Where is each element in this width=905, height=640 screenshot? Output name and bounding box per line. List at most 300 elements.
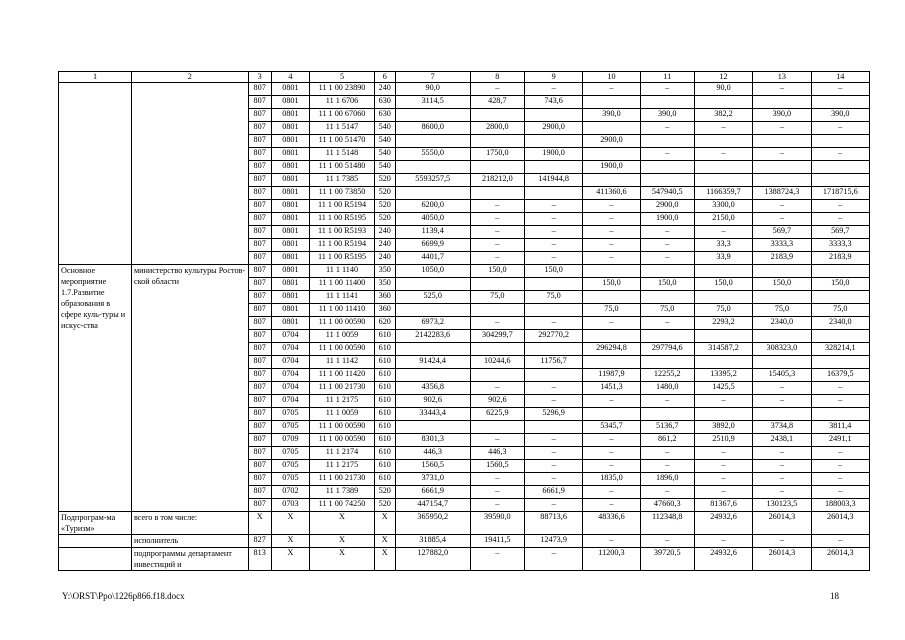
column-header: 8 bbox=[470, 72, 524, 83]
amount-cell: 6661,9 bbox=[395, 486, 470, 499]
code-cell: 240 bbox=[374, 226, 395, 239]
amount-cell bbox=[470, 109, 524, 122]
amount-cell: 902,6 bbox=[470, 395, 524, 408]
amount-cell: – bbox=[583, 226, 640, 239]
amount-cell: 292770,2 bbox=[524, 330, 582, 343]
amount-cell bbox=[753, 174, 811, 187]
code-cell: 240 bbox=[374, 83, 395, 96]
code-cell: 610 bbox=[374, 356, 395, 369]
code-cell: 0801 bbox=[271, 304, 310, 317]
amount-cell: – bbox=[694, 535, 752, 548]
amount-cell: 10244,6 bbox=[470, 356, 524, 369]
code-cell: 620 bbox=[374, 317, 395, 330]
column-header: 3 bbox=[248, 72, 271, 83]
amount-cell bbox=[470, 187, 524, 200]
amount-cell: – bbox=[524, 239, 582, 252]
code-cell: 610 bbox=[374, 408, 395, 421]
amount-cell bbox=[811, 96, 869, 109]
amount-cell bbox=[470, 278, 524, 291]
code-cell: 0801 bbox=[271, 200, 310, 213]
code-cell: 540 bbox=[374, 122, 395, 135]
amount-cell: – bbox=[753, 382, 811, 395]
code-cell: X bbox=[271, 535, 310, 548]
amount-cell: – bbox=[583, 200, 640, 213]
code-cell: 11 1 00 51480 bbox=[310, 161, 375, 174]
amount-cell: 2900,0 bbox=[583, 135, 640, 148]
amount-cell: 6200,0 bbox=[395, 200, 470, 213]
event-name-cell bbox=[59, 548, 132, 571]
code-cell: 610 bbox=[374, 447, 395, 460]
code-cell: 807 bbox=[248, 265, 271, 278]
code-cell: 807 bbox=[248, 486, 271, 499]
code-cell: 807 bbox=[248, 135, 271, 148]
amount-cell bbox=[470, 304, 524, 317]
amount-cell: 308323,0 bbox=[753, 343, 811, 356]
amount-cell: – bbox=[524, 395, 582, 408]
amount-cell: – bbox=[753, 395, 811, 408]
amount-cell: – bbox=[811, 395, 869, 408]
amount-cell: – bbox=[694, 486, 752, 499]
amount-cell: – bbox=[811, 200, 869, 213]
amount-cell: – bbox=[640, 535, 694, 548]
code-cell: 11 1 00 74250 bbox=[310, 499, 375, 512]
amount-cell: 5345,7 bbox=[583, 421, 640, 434]
amount-cell: 141944,8 bbox=[524, 174, 582, 187]
amount-cell: 1718715,6 bbox=[811, 187, 869, 200]
amount-cell: – bbox=[470, 434, 524, 447]
amount-cell: – bbox=[583, 252, 640, 265]
amount-cell: 411360,6 bbox=[583, 187, 640, 200]
amount-cell: 11200,3 bbox=[583, 548, 640, 571]
amount-cell bbox=[395, 109, 470, 122]
amount-cell: 569,7 bbox=[753, 226, 811, 239]
code-cell: 0801 bbox=[271, 187, 310, 200]
amount-cell: 150,0 bbox=[811, 278, 869, 291]
code-cell: 11 1 2175 bbox=[310, 460, 375, 473]
code-cell: 807 bbox=[248, 161, 271, 174]
amount-cell bbox=[694, 330, 752, 343]
amount-cell: – bbox=[694, 122, 752, 135]
code-cell: 0705 bbox=[271, 421, 310, 434]
code-cell: 807 bbox=[248, 213, 271, 226]
code-cell: X bbox=[374, 512, 395, 535]
amount-cell: – bbox=[470, 499, 524, 512]
code-cell: 807 bbox=[248, 460, 271, 473]
amount-cell: 390,0 bbox=[753, 109, 811, 122]
code-cell: 11 1 00 23890 bbox=[310, 83, 375, 96]
amount-cell: 75,0 bbox=[811, 304, 869, 317]
amount-cell: – bbox=[524, 252, 582, 265]
amount-cell: 91424,4 bbox=[395, 356, 470, 369]
amount-cell: – bbox=[753, 83, 811, 96]
code-cell: 11 1 7389 bbox=[310, 486, 375, 499]
amount-cell: – bbox=[640, 486, 694, 499]
amount-cell: 16379,5 bbox=[811, 369, 869, 382]
amount-cell: 1166359,7 bbox=[694, 187, 752, 200]
code-cell: 0704 bbox=[271, 330, 310, 343]
code-cell: 11 1 00 00590 bbox=[310, 421, 375, 434]
amount-cell: 24932,6 bbox=[694, 548, 752, 571]
amount-cell: – bbox=[811, 382, 869, 395]
amount-cell: – bbox=[583, 434, 640, 447]
code-cell: X bbox=[374, 535, 395, 548]
amount-cell: 1560,5 bbox=[395, 460, 470, 473]
code-cell: 11 1 5147 bbox=[310, 122, 375, 135]
column-header: 5 bbox=[310, 72, 375, 83]
amount-cell bbox=[811, 135, 869, 148]
amount-cell: – bbox=[694, 473, 752, 486]
amount-cell: – bbox=[694, 395, 752, 408]
amount-cell bbox=[694, 135, 752, 148]
code-cell: 610 bbox=[374, 343, 395, 356]
code-cell: 540 bbox=[374, 148, 395, 161]
amount-cell: 447154,7 bbox=[395, 499, 470, 512]
amount-cell bbox=[470, 369, 524, 382]
code-cell: 240 bbox=[374, 252, 395, 265]
code-cell: X bbox=[310, 548, 375, 571]
amount-cell: 3811,4 bbox=[811, 421, 869, 434]
code-cell: 610 bbox=[374, 460, 395, 473]
amount-cell: 6973,2 bbox=[395, 317, 470, 330]
amount-cell: 1900,0 bbox=[583, 161, 640, 174]
amount-cell: 314587,2 bbox=[694, 343, 752, 356]
amount-cell: 26014,3 bbox=[811, 548, 869, 571]
amount-cell: 2491,1 bbox=[811, 434, 869, 447]
amount-cell: 1900,0 bbox=[640, 213, 694, 226]
amount-cell: 296294,8 bbox=[583, 343, 640, 356]
code-cell: 0709 bbox=[271, 434, 310, 447]
amount-cell: 19411,5 bbox=[470, 535, 524, 548]
amount-cell bbox=[694, 408, 752, 421]
amount-cell: – bbox=[811, 122, 869, 135]
amount-cell: 2340,0 bbox=[811, 317, 869, 330]
code-cell: 11 1 0059 bbox=[310, 330, 375, 343]
code-cell: 350 bbox=[374, 265, 395, 278]
code-cell: 0801 bbox=[271, 291, 310, 304]
amount-cell: 3114,5 bbox=[395, 96, 470, 109]
column-header: 2 bbox=[131, 72, 248, 83]
code-cell: 0801 bbox=[271, 109, 310, 122]
amount-cell: – bbox=[753, 486, 811, 499]
code-cell: 610 bbox=[374, 473, 395, 486]
amount-cell: – bbox=[524, 460, 582, 473]
amount-cell: – bbox=[753, 148, 811, 161]
amount-cell bbox=[640, 174, 694, 187]
amount-cell: 297794,6 bbox=[640, 343, 694, 356]
amount-cell bbox=[640, 265, 694, 278]
amount-cell: – bbox=[811, 473, 869, 486]
amount-cell: 2800,0 bbox=[470, 122, 524, 135]
amount-cell: – bbox=[640, 122, 694, 135]
amount-cell: 547940,5 bbox=[640, 187, 694, 200]
amount-cell: 1451,3 bbox=[583, 382, 640, 395]
file-path: Y:\ORST\Ppo\1226p866.f18.docx bbox=[62, 591, 185, 601]
amount-cell: 525,0 bbox=[395, 291, 470, 304]
amount-cell: – bbox=[753, 200, 811, 213]
amount-cell: – bbox=[583, 447, 640, 460]
column-header: 13 bbox=[753, 72, 811, 83]
code-cell: 807 bbox=[248, 369, 271, 382]
amount-cell bbox=[524, 135, 582, 148]
amount-cell: 328214,1 bbox=[811, 343, 869, 356]
amount-cell: – bbox=[640, 395, 694, 408]
amount-cell bbox=[470, 421, 524, 434]
amount-cell: 24932,6 bbox=[694, 512, 752, 535]
amount-cell: 81367,6 bbox=[694, 499, 752, 512]
code-cell: 0704 bbox=[271, 395, 310, 408]
table-header-row bbox=[59, 72, 870, 83]
amount-cell: 446,3 bbox=[395, 447, 470, 460]
column-header: 11 bbox=[640, 72, 694, 83]
code-cell: 540 bbox=[374, 135, 395, 148]
code-cell: 807 bbox=[248, 304, 271, 317]
code-cell: 813 bbox=[248, 548, 271, 571]
amount-cell: – bbox=[470, 200, 524, 213]
amount-cell: – bbox=[753, 473, 811, 486]
code-cell: 0702 bbox=[271, 486, 310, 499]
code-cell: 11 1 1142 bbox=[310, 356, 375, 369]
amount-cell: 446,3 bbox=[470, 447, 524, 460]
amount-cell: – bbox=[753, 213, 811, 226]
amount-cell bbox=[395, 187, 470, 200]
amount-cell bbox=[753, 291, 811, 304]
amount-cell bbox=[470, 161, 524, 174]
code-cell: 807 bbox=[248, 200, 271, 213]
amount-cell: 5136,7 bbox=[640, 421, 694, 434]
code-cell: 807 bbox=[248, 395, 271, 408]
amount-cell: – bbox=[753, 460, 811, 473]
code-cell: 11 1 00 51470 bbox=[310, 135, 375, 148]
amount-cell bbox=[395, 421, 470, 434]
amount-cell: – bbox=[640, 226, 694, 239]
amount-cell: – bbox=[753, 122, 811, 135]
code-cell: X bbox=[248, 512, 271, 535]
code-cell: 11 1 2175 bbox=[310, 395, 375, 408]
amount-cell bbox=[753, 408, 811, 421]
amount-cell: – bbox=[524, 473, 582, 486]
table-row bbox=[59, 535, 870, 548]
amount-cell: 8301,3 bbox=[395, 434, 470, 447]
amount-cell: 365950,2 bbox=[395, 512, 470, 535]
amount-cell bbox=[694, 291, 752, 304]
amount-cell bbox=[524, 421, 582, 434]
table-row bbox=[59, 265, 870, 278]
amount-cell: 3734,8 bbox=[753, 421, 811, 434]
column-header: 12 bbox=[694, 72, 752, 83]
amount-cell bbox=[694, 96, 752, 109]
code-cell: 0801 bbox=[271, 96, 310, 109]
amount-cell: 75,0 bbox=[640, 304, 694, 317]
amount-cell: – bbox=[470, 382, 524, 395]
amount-cell: 48336,6 bbox=[583, 512, 640, 535]
amount-cell: 4401,7 bbox=[395, 252, 470, 265]
amount-cell: 75,0 bbox=[694, 304, 752, 317]
code-cell: 11 1 00 00590 bbox=[310, 434, 375, 447]
amount-cell bbox=[583, 122, 640, 135]
amount-cell: 127882,0 bbox=[395, 548, 470, 571]
amount-cell: 3892,0 bbox=[694, 421, 752, 434]
amount-cell: 11756,7 bbox=[524, 356, 582, 369]
amount-cell: 88713,6 bbox=[524, 512, 582, 535]
code-cell: 11 1 00 11410 bbox=[310, 304, 375, 317]
code-cell: 807 bbox=[248, 447, 271, 460]
amount-cell: 150,0 bbox=[524, 265, 582, 278]
code-cell: 540 bbox=[374, 161, 395, 174]
amount-cell: – bbox=[694, 460, 752, 473]
amount-cell bbox=[524, 109, 582, 122]
amount-cell bbox=[395, 278, 470, 291]
amount-cell: 569,7 bbox=[811, 226, 869, 239]
code-cell: 630 bbox=[374, 109, 395, 122]
amount-cell bbox=[524, 304, 582, 317]
code-cell: 520 bbox=[374, 200, 395, 213]
amount-cell: – bbox=[583, 213, 640, 226]
code-cell: 610 bbox=[374, 330, 395, 343]
amount-cell: 26014,3 bbox=[811, 512, 869, 535]
code-cell: 0705 bbox=[271, 473, 310, 486]
amount-cell: 382,2 bbox=[694, 109, 752, 122]
amount-cell: – bbox=[583, 499, 640, 512]
amount-cell: 428,7 bbox=[470, 96, 524, 109]
amount-cell bbox=[395, 304, 470, 317]
column-header: 9 bbox=[524, 72, 582, 83]
amount-cell: 3333,3 bbox=[753, 239, 811, 252]
amount-cell: 4356,8 bbox=[395, 382, 470, 395]
amount-cell: 47660,3 bbox=[640, 499, 694, 512]
amount-cell: 2183,9 bbox=[811, 252, 869, 265]
amount-cell: 12473,9 bbox=[524, 535, 582, 548]
amount-cell: 26014,3 bbox=[753, 512, 811, 535]
amount-cell bbox=[811, 161, 869, 174]
amount-cell: 33443,4 bbox=[395, 408, 470, 421]
code-cell: 610 bbox=[374, 369, 395, 382]
amount-cell: 2183,9 bbox=[753, 252, 811, 265]
event-name-cell: Подпрограм-ма «Туризм» bbox=[59, 512, 132, 535]
amount-cell: – bbox=[470, 317, 524, 330]
code-cell: 11 1 00 00590 bbox=[310, 317, 375, 330]
code-cell: 0801 bbox=[271, 122, 310, 135]
amount-cell: 1425,5 bbox=[694, 382, 752, 395]
amount-cell bbox=[583, 148, 640, 161]
code-cell: 807 bbox=[248, 356, 271, 369]
code-cell: 11 1 00 R5195 bbox=[310, 213, 375, 226]
code-cell: X bbox=[271, 548, 310, 571]
code-cell: 11 1 0059 bbox=[310, 408, 375, 421]
amount-cell bbox=[694, 161, 752, 174]
column-header: 10 bbox=[583, 72, 640, 83]
amount-cell bbox=[640, 161, 694, 174]
code-cell: 807 bbox=[248, 109, 271, 122]
amount-cell: – bbox=[811, 535, 869, 548]
amount-cell bbox=[640, 330, 694, 343]
code-cell: 11 1 2174 bbox=[310, 447, 375, 460]
amount-cell: 8600,0 bbox=[395, 122, 470, 135]
amount-cell bbox=[811, 174, 869, 187]
code-cell: 0704 bbox=[271, 369, 310, 382]
amount-cell bbox=[524, 343, 582, 356]
amount-cell: 2900,0 bbox=[640, 200, 694, 213]
amount-cell bbox=[524, 369, 582, 382]
amount-cell bbox=[470, 343, 524, 356]
amount-cell bbox=[753, 356, 811, 369]
code-cell: 807 bbox=[248, 499, 271, 512]
code-cell: 0801 bbox=[271, 135, 310, 148]
amount-cell bbox=[694, 356, 752, 369]
amount-cell: 39590,0 bbox=[470, 512, 524, 535]
amount-cell: 6699,9 bbox=[395, 239, 470, 252]
code-cell: 807 bbox=[248, 174, 271, 187]
amount-cell: 2142283,6 bbox=[395, 330, 470, 343]
amount-cell: – bbox=[753, 447, 811, 460]
amount-cell: – bbox=[470, 486, 524, 499]
amount-cell: 218212,0 bbox=[470, 174, 524, 187]
amount-cell: 861,2 bbox=[640, 434, 694, 447]
amount-cell: – bbox=[524, 434, 582, 447]
code-cell: 0801 bbox=[271, 265, 310, 278]
amount-cell: – bbox=[753, 535, 811, 548]
executor-cell: министерство культуры Ростов-ской области bbox=[131, 265, 248, 512]
amount-cell: 6225,9 bbox=[470, 408, 524, 421]
amount-cell bbox=[395, 369, 470, 382]
code-cell: 807 bbox=[248, 83, 271, 96]
amount-cell: 39720,5 bbox=[640, 548, 694, 571]
code-cell: 0801 bbox=[271, 148, 310, 161]
amount-cell: 150,0 bbox=[640, 278, 694, 291]
code-cell: 0801 bbox=[271, 226, 310, 239]
amount-cell: 75,0 bbox=[753, 304, 811, 317]
amount-cell bbox=[395, 343, 470, 356]
amount-cell: 3333,3 bbox=[811, 239, 869, 252]
code-cell: 11 1 00 67060 bbox=[310, 109, 375, 122]
amount-cell: 1900,0 bbox=[524, 148, 582, 161]
amount-cell bbox=[753, 96, 811, 109]
amount-cell: 390,0 bbox=[583, 109, 640, 122]
code-cell: 610 bbox=[374, 421, 395, 434]
amount-cell: – bbox=[583, 460, 640, 473]
code-cell: 11 1 00 R5194 bbox=[310, 200, 375, 213]
amount-cell bbox=[583, 174, 640, 187]
executor-cell: исполнитель bbox=[131, 535, 248, 548]
code-cell: 11 1 00 R5193 bbox=[310, 226, 375, 239]
code-cell: 0705 bbox=[271, 447, 310, 460]
code-cell: 520 bbox=[374, 187, 395, 200]
code-cell: 807 bbox=[248, 122, 271, 135]
code-cell: 807 bbox=[248, 473, 271, 486]
page-number: 18 bbox=[830, 591, 839, 601]
amount-cell: 1050,0 bbox=[395, 265, 470, 278]
code-cell: X bbox=[374, 548, 395, 571]
executor-cell: подпрограммы департамент инвестиций и bbox=[131, 548, 248, 571]
code-cell: 11 1 00 21730 bbox=[310, 473, 375, 486]
amount-cell: 2150,0 bbox=[694, 213, 752, 226]
code-cell: 11 1 5148 bbox=[310, 148, 375, 161]
table-row bbox=[59, 548, 870, 571]
amount-cell: 902,6 bbox=[395, 395, 470, 408]
amount-cell bbox=[640, 135, 694, 148]
code-cell: 807 bbox=[248, 252, 271, 265]
amount-cell: 390,0 bbox=[811, 109, 869, 122]
code-cell: X bbox=[310, 535, 375, 548]
amount-cell: – bbox=[470, 213, 524, 226]
amount-cell: – bbox=[640, 252, 694, 265]
amount-cell: 2340,0 bbox=[753, 317, 811, 330]
code-cell: 0801 bbox=[271, 252, 310, 265]
code-cell: 807 bbox=[248, 434, 271, 447]
amount-cell bbox=[640, 408, 694, 421]
amount-cell: – bbox=[583, 395, 640, 408]
amount-cell: 743,6 bbox=[524, 96, 582, 109]
amount-cell: – bbox=[583, 486, 640, 499]
